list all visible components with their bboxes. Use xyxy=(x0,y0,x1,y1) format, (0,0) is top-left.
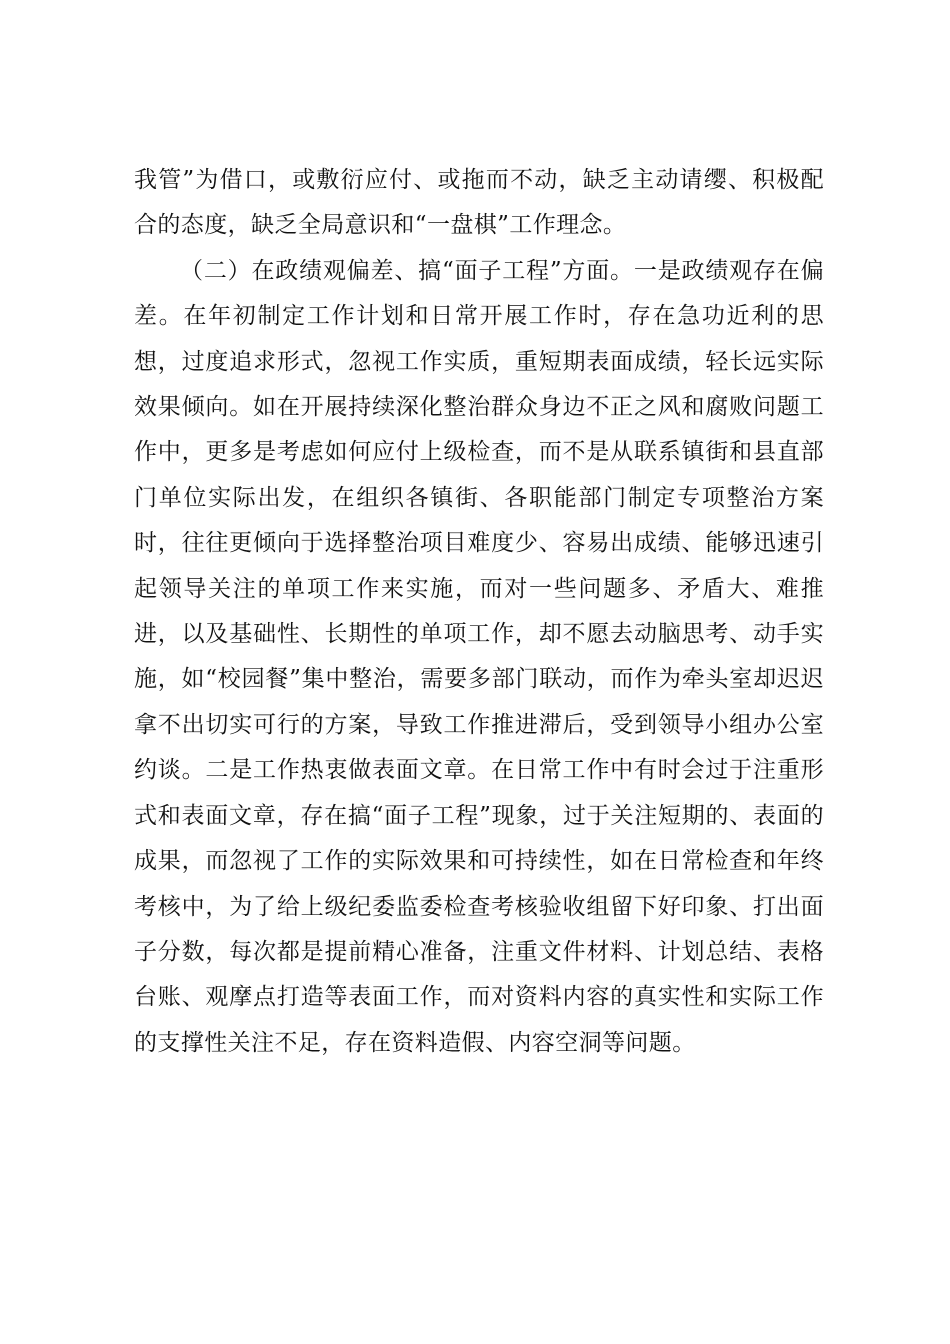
paragraph-continued: 我管”为借口，或敷衍应付、或拖而不动，缺乏主动请缨、积极配合的态度，缺乏全局意识和“一盘棋”工作理念。 xyxy=(134,167,824,239)
paragraph-section-two: （二）在政绩观偏差、搞“面子工程”方面。一是政绩观存在偏差。在年初制定工作计划和日常开展工作时，存在急功近利的思想，过度追求形式，忽视工作实质，重短期表面成绩，轻长远实际效果倾向。如在开展持续深化整治群众身边不正之风和腐败问题工作中，更多是考虑如何应付上级检查，而不是从联系镇街和县直部门单位实际出发，在组织各镇街、各职能部门制定专项整治方案时，往往更倾向于选择整治项目难度少、容易出成绩、能够迅速引起领导关注的单项工作来实施，而对一些问题多、矛盾大、难推进，以及基础性、长期性的单项工作，却不愿去动脑思考、动手实施，如“校园餐”集中整治，需要多部门联动，而作为牵头室却迟迟拿不出切实可行的方案，导致工作推进滞后，受到领导小组办公室约谈。二是工作热衷做表面文章。在日常工作中有时会过于注重形式和表面文章，存在搞“面子工程”现象，过于关注短期的、表面的成果，而忽视了工作的实际效果和可持续性，如在日常检查和年终考核中，为了给上级纪委监委检查考核验收组留下好印象、打出面子分数，每次都是提前精心准备，注重文件材料、计划总结、表格台账、观摩点打造等表面工作，而对资料内容的真实性和实际工作的支撑性关注不足，存在资料造假、内容空洞等问题。 xyxy=(134,257,824,1056)
document-body xyxy=(134,158,824,1066)
